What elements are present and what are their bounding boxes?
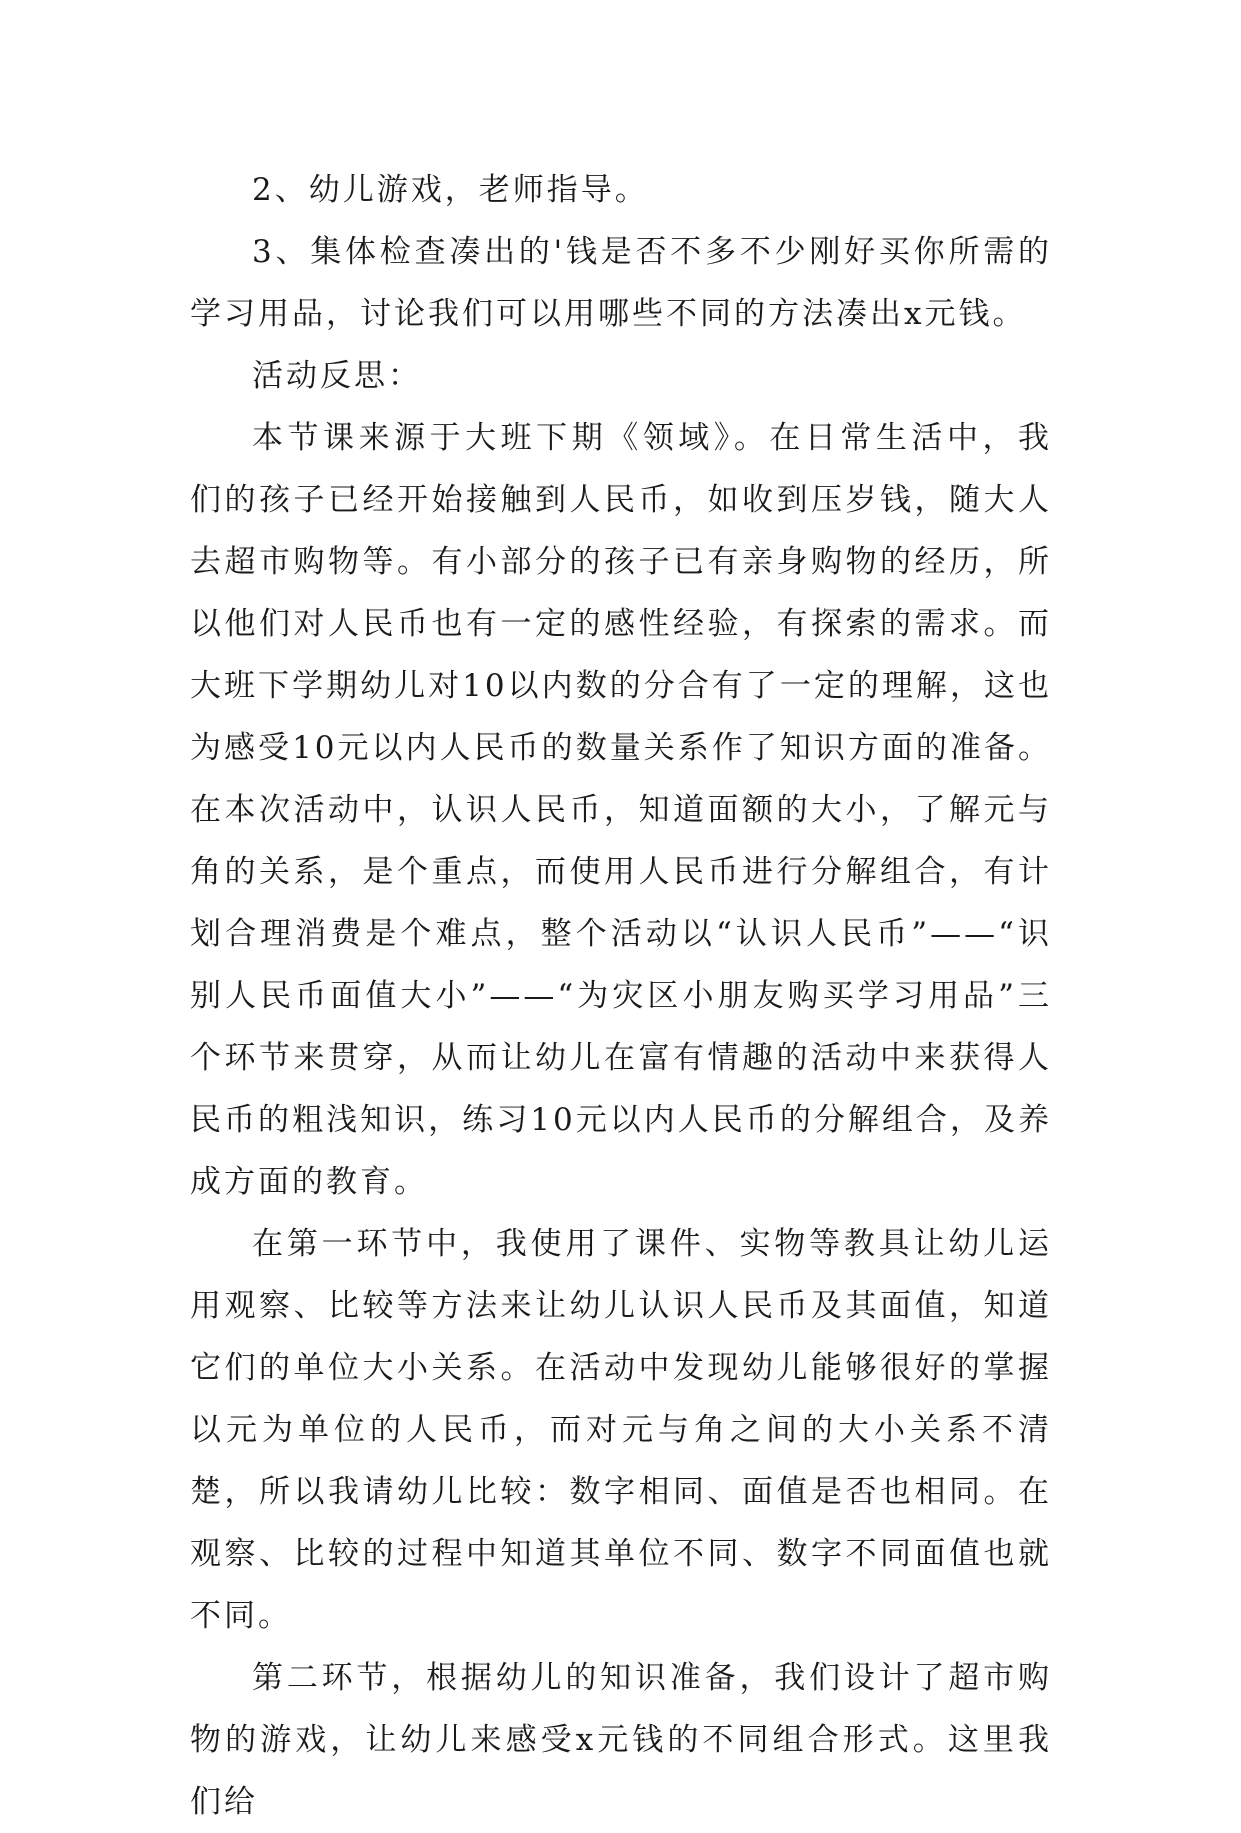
paragraph-reflection-intro: 本节课来源于大班下期《领域》。在日常生活中，我们的孩子已经开始接触到人民币，如收到压岁钱，随大人去超市购物等。有小部分的孩子已有亲身购物的经历，所以他们对人民币也有一定的感性经验，有探索的需求。而大班下学期幼儿对10以内数的分合有了一定的理解，这也为感受10元以内人民币的数量关系作了知识方面的准备。在本次活动中，认识人民币，知道面额的大小，了解元与角的关系，是个重点，而使用人民币进行分解组合，有计划合理消费是个难点，整个活动以“认识人民币”——“识别人民币面值大小”——“为灾区小朋友购买学习用品”三个环节来贯穿，从而让幼儿在富有情趣的活动中来获得人民币的粗浅知识，练习10元以内人民币的分解组合，及养成方面的教育。 [190, 420, 1052, 1200]
paragraph-step-3: 3、集体检查凑出的'钱是否不多不少刚好买你所需的学习用品，讨论我们可以用哪些不同的方法凑出x元钱。 [190, 234, 1052, 332]
paragraph-second-stage: 第二环节，根据幼儿的知识准备，我们设计了超市购物的游戏，让幼儿来感受x元钱的不同组合形式。这里我们给 [190, 1660, 1052, 1820]
section-heading-reflection: 活动反思： [252, 358, 422, 394]
paragraph-step-2: 2、幼儿游戏，老师指导。 [252, 172, 649, 208]
paragraph-first-stage: 在第一环节中，我使用了课件、实物等教具让幼儿运用观察、比较等方法来让幼儿认识人民币及其面值，知道它们的单位大小关系。在活动中发现幼儿能够很好的掌握以元为单位的人民币，而对元与角之间的大小关系不清楚，所以我请幼儿比较：数字相同、面值是否也相同。在观察、比较的过程中知道其单位不同、数字不同面值也就不同。 [190, 1226, 1052, 1634]
document-body [190, 159, 1052, 1833]
